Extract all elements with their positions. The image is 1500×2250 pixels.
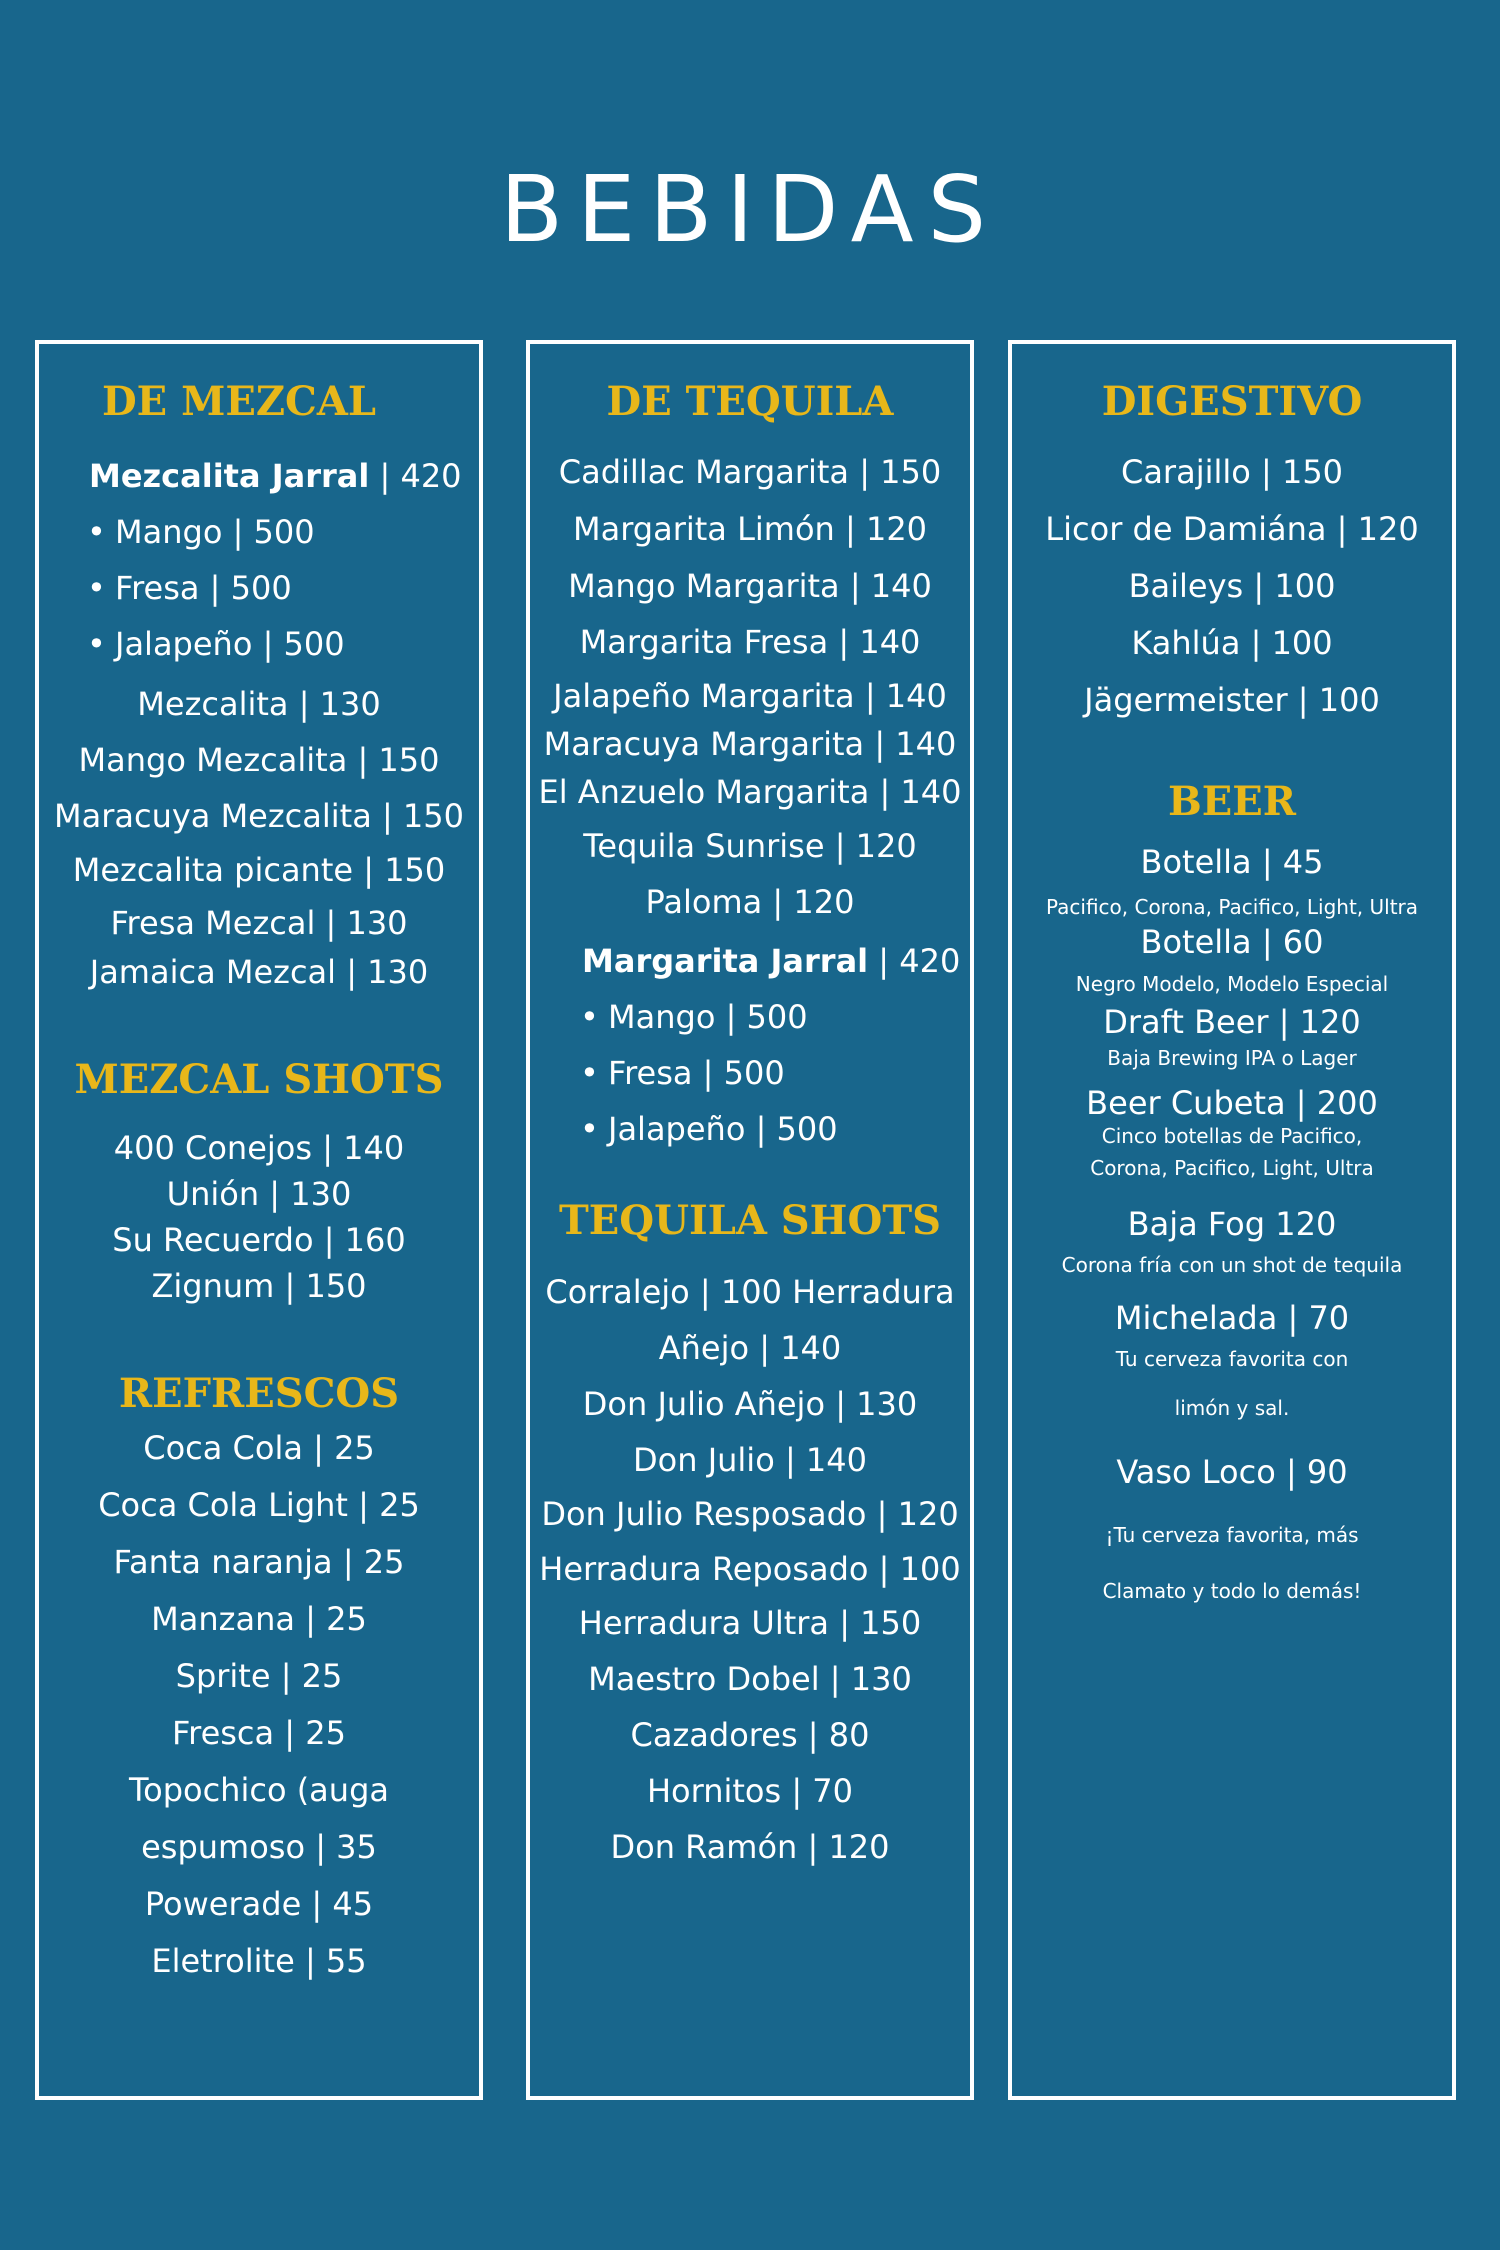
tequila-shots-heading: TEQUILA SHOTS (559, 1197, 941, 1244)
mezcalita-jarral-item (39, 454, 479, 498)
item-description: Cinco botellas de Pacifico, (1101, 1124, 1363, 1148)
tequila-jarral-option: • Jalapeño | 500 (530, 1107, 970, 1151)
menu-item: Licor de Damiána | 120 (1045, 510, 1419, 548)
menu-item: Hornitos | 70 (646, 1772, 854, 1810)
tequila-jarral-option: • Mango | 500 (530, 995, 970, 1039)
menu-item: Mango Mezcalita | 150 (78, 741, 440, 779)
margarita-jarral-name: Margarita Jarral (582, 942, 869, 980)
menu-item: 400 Conejos | 140 (113, 1129, 405, 1167)
mezcal-jarral-option: • Jalapeño | 500 (39, 622, 479, 666)
mezcal-jarral-option: • Fresa | 500 (39, 566, 479, 610)
menu-item: Coca Cola | 25 (143, 1429, 375, 1467)
digestivo-heading: DIGESTIVO (1101, 378, 1363, 425)
menu-item: Carajillo | 150 (1120, 453, 1344, 491)
menu-item: Jamaica Mezcal | 130 (89, 953, 429, 991)
menu-item: Kahlúa | 100 (1131, 624, 1333, 662)
menu-item: Mezcalita | 130 (137, 685, 381, 723)
item-description: Pacifico, Corona, Pacifico, Light, Ultra (1045, 895, 1419, 919)
item-description: Clamato y todo lo demás! (1102, 1579, 1362, 1603)
menu-item: Draft Beer | 120 (1103, 1003, 1361, 1041)
menu-item: Fresca | 25 (172, 1714, 346, 1752)
digestivo-beer-column (1008, 340, 1456, 2100)
menu-item: Jalapeño Margarita | 140 (553, 677, 947, 715)
page-title: BEBIDAS (499, 156, 1001, 263)
item-description: ¡Tu cerveza favorita, más (1105, 1523, 1359, 1547)
menu-item: Margarita Limón | 120 (572, 510, 928, 548)
menu-item: Beer Cubeta | 200 (1086, 1084, 1378, 1122)
menu-item: Jägermeister | 100 (1084, 681, 1380, 719)
menu-item: Coca Cola Light | 25 (98, 1486, 420, 1524)
item-description: limón y sal. (1174, 1396, 1290, 1420)
menu-item: Eletrolite | 55 (151, 1942, 367, 1980)
menu-item: Vaso Loco | 90 (1116, 1453, 1348, 1491)
bullet-icon: • (580, 1110, 599, 1148)
margarita-jarral-item (530, 939, 970, 983)
menu-item: Michelada | 70 (1114, 1299, 1350, 1337)
menu-item: Unión | 130 (166, 1175, 352, 1213)
menu-item: Fresa Mezcal | 130 (110, 904, 408, 942)
menu-item: Botella | 45 (1140, 843, 1324, 881)
menu-item: Maestro Dobel | 130 (588, 1660, 912, 1698)
bullet-icon: • (87, 569, 106, 607)
menu-item: Añejo | 140 (658, 1329, 842, 1367)
tequila-column (526, 340, 974, 2100)
item-description: Baja Brewing IPA o Lager (1107, 1046, 1357, 1070)
menu-item: Su Recuerdo | 160 (112, 1221, 406, 1259)
item-description: Corona, Pacifico, Light, Ultra (1090, 1156, 1374, 1180)
beer-heading: BEER (1167, 778, 1297, 825)
menu-item: El Anzuelo Margarita | 140 (538, 773, 962, 811)
mezcalita-jarral-price: | 420 (369, 457, 462, 495)
mezcal-heading: DE MEZCAL (101, 378, 377, 425)
refrescos-heading: REFRESCOS (118, 1370, 400, 1417)
item-description: Corona fría con un shot de tequila (1061, 1253, 1403, 1277)
menu-item: Cadillac Margarita | 150 (558, 453, 942, 491)
menu-item: Herradura Reposado | 100 (539, 1550, 961, 1588)
menu-item: Baileys | 100 (1128, 567, 1336, 605)
bullet-icon: • (87, 513, 106, 551)
menu-item: Mango Margarita | 140 (568, 567, 932, 605)
item-description: Negro Modelo, Modelo Especial (1075, 972, 1389, 996)
menu-item: Fanta naranja | 25 (113, 1543, 405, 1581)
menu-item: Cazadores | 80 (630, 1716, 870, 1754)
mezcal-jarral-option: • Mango | 500 (39, 510, 479, 554)
menu-item: Topochico (auga (129, 1771, 389, 1809)
margarita-jarral-price: | 420 (868, 942, 961, 980)
tequila-jarral-option: • Fresa | 500 (530, 1051, 970, 1095)
menu-item: Powerade | 45 (144, 1885, 374, 1923)
tequila-heading: DE TEQUILA (606, 378, 894, 425)
menu-item: Corralejo | 100 Herradura (545, 1273, 955, 1311)
menu-item: Maracuya Mezcalita | 150 (53, 797, 464, 835)
mezcalita-jarral-name: Mezcalita Jarral (89, 457, 370, 495)
bullet-icon: • (87, 625, 106, 663)
menu-item: Don Ramón | 120 (610, 1828, 890, 1866)
menu-item: Don Julio Añejo | 130 (582, 1385, 918, 1423)
menu-item: Don Julio | 140 (633, 1441, 867, 1479)
mezcal-column (35, 340, 483, 2100)
menu-item: Tequila Sunrise | 120 (583, 827, 917, 865)
menu-item: Manzana | 25 (151, 1600, 367, 1638)
menu-item: Maracuya Margarita | 140 (543, 725, 957, 763)
menu-item: Mezcalita picante | 150 (72, 851, 446, 889)
menu-item: Baja Fog 120 (1127, 1205, 1337, 1243)
menu-item: Herradura Ultra | 150 (578, 1604, 922, 1642)
item-description: Tu cerveza favorita con (1115, 1347, 1349, 1371)
menu-item: Margarita Fresa | 140 (579, 623, 921, 661)
menu-item: espumoso | 35 (141, 1828, 377, 1866)
mezcal-shots-heading: MEZCAL SHOTS (74, 1056, 444, 1103)
menu-item: Sprite | 25 (175, 1657, 343, 1695)
bullet-icon: • (580, 998, 599, 1036)
menu-item: Don Julio Resposado | 120 (541, 1495, 959, 1533)
menu-item: Botella | 60 (1140, 923, 1324, 961)
menu-item: Zignum | 150 (151, 1267, 367, 1305)
menu-item: Paloma | 120 (645, 883, 855, 921)
bullet-icon: • (580, 1054, 599, 1092)
